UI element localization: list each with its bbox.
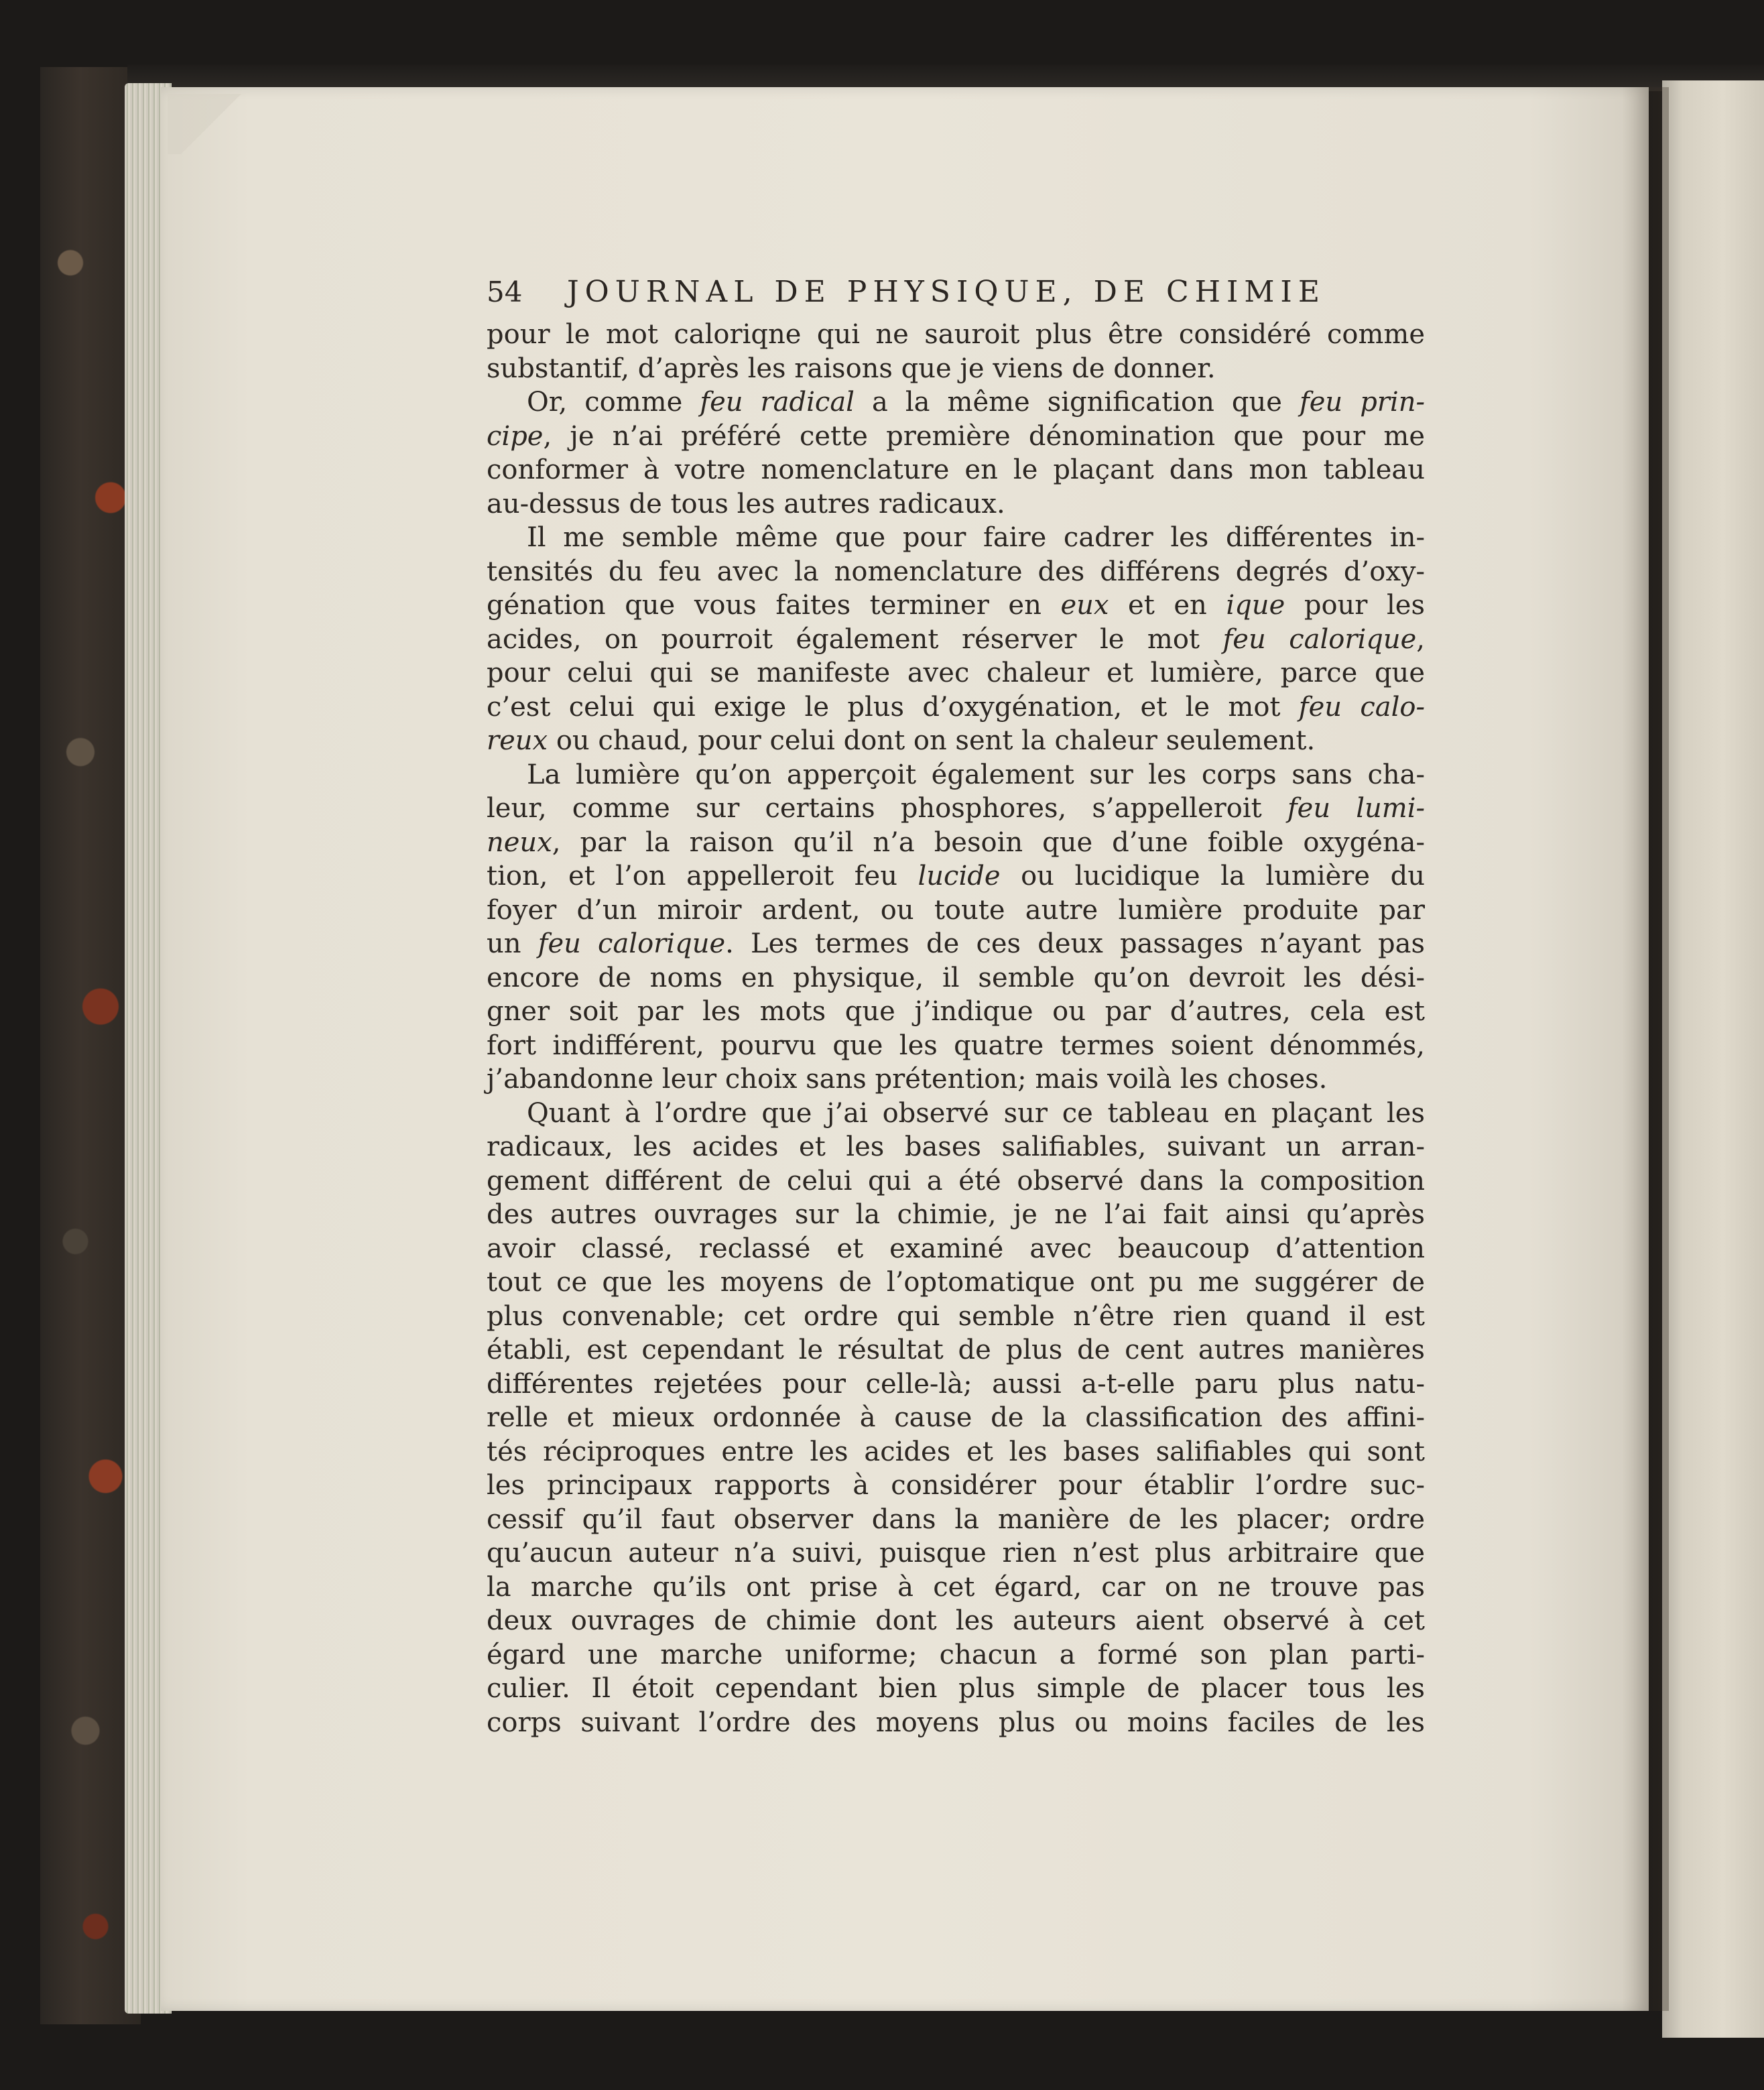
text-line xyxy=(487,1604,1425,1638)
text-line xyxy=(487,724,1425,758)
body-text xyxy=(487,318,1425,1739)
text-line xyxy=(487,1198,1425,1232)
text-segment: tion, et l’on appelleroit feu xyxy=(487,861,918,892)
text-segment: c’est celui qui exige le plus d’oxygénation, et le mot xyxy=(487,691,1299,723)
text-segment: leur, comme sur certains phosphores, s’appelleroit xyxy=(487,793,1287,824)
text-line xyxy=(487,1706,1425,1740)
text-segment: corps suivant l’ordre des moyens plus ou moins faciles de les xyxy=(487,1707,1425,1738)
text-line xyxy=(487,1164,1425,1198)
text-segment: substantif, d’après les raisons que je viens de donner. xyxy=(487,353,1216,384)
text-line xyxy=(487,859,1425,894)
text-line xyxy=(487,1333,1425,1367)
text-line xyxy=(487,623,1425,657)
text-segment: acides, on pourroit également réserver le mot xyxy=(487,623,1223,655)
text-line xyxy=(487,995,1425,1029)
text-segment: tensités du feu avec la nomenclature des différens degrés d’oxy- xyxy=(487,556,1425,587)
text-segment: radicaux, les acides et les bases salifiables, suivant un arran- xyxy=(487,1131,1425,1162)
italic-term: feu calorique xyxy=(1222,623,1417,655)
text-segment: j’abandonne leur choix sans prétention; mais voilà les choses. xyxy=(487,1064,1328,1095)
text-line xyxy=(487,1232,1425,1266)
text-segment: au-dessus de tous les autres radicaux. xyxy=(487,488,1005,519)
text-line xyxy=(487,961,1425,995)
text-line xyxy=(487,1672,1425,1706)
italic-term: feu lumi- xyxy=(1287,793,1426,824)
text-line xyxy=(487,1097,1425,1131)
text-segment: ou chaud, pour celui dont on sent la chaleur seulement. xyxy=(548,725,1316,756)
gutter-shadow xyxy=(1622,87,1669,2011)
text-segment: établi, est cependant le résultat de plus de cent autres manières xyxy=(487,1335,1425,1365)
text-block xyxy=(487,275,1425,1739)
italic-term: ique xyxy=(1226,590,1285,621)
text-segment: . Les termes de ces deux passages n’ayant pas xyxy=(725,928,1425,959)
text-line xyxy=(487,420,1425,454)
text-segment: , je n’ai préféré cette première dénomination que pour me xyxy=(543,420,1425,452)
text-segment: un xyxy=(487,928,538,959)
text-line xyxy=(487,792,1425,826)
italic-term: eux xyxy=(1060,590,1109,621)
text-segment: relle et mieux ordonnée à cause de la classification des affini- xyxy=(487,1402,1425,1433)
page-number: 54 xyxy=(487,275,523,308)
text-line xyxy=(487,589,1425,623)
text-line xyxy=(487,1638,1425,1672)
text-line xyxy=(487,487,1425,521)
text-line xyxy=(487,555,1425,589)
text-segment: tés réciproques entre les acides et les bases salifiables qui sont xyxy=(487,1436,1425,1467)
text-line xyxy=(487,453,1425,487)
text-segment: et en xyxy=(1109,590,1226,621)
folded-corner xyxy=(168,94,255,154)
text-line xyxy=(487,1536,1425,1571)
text-segment: foyer d’un miroir ardent, ou toute autre lumière produite par xyxy=(487,894,1425,926)
text-segment: fort indifférent, pourvu que les quatre termes soient dénommés, xyxy=(487,1030,1425,1061)
text-segment: ou lucidique la lumière du xyxy=(1000,861,1425,892)
text-line xyxy=(487,521,1425,555)
text-line xyxy=(487,1029,1425,1063)
italic-term: feu calorique xyxy=(538,928,726,959)
text-line xyxy=(487,352,1425,386)
text-segment: des autres ouvrages sur la chimie, je ne l’ai fait ainsi qu’après xyxy=(487,1199,1425,1230)
text-segment: , xyxy=(1416,623,1425,655)
text-segment: La lumière qu’on apperçoit également sur les corps sans cha- xyxy=(527,759,1425,790)
italic-term: feu prin- xyxy=(1299,387,1425,418)
text-segment: conformer à votre nomenclature en le plaçant dans mon tableau xyxy=(487,454,1425,485)
text-segment: qu’aucun auteur n’a suivi, puisque rien n’est plus arbitraire que xyxy=(487,1538,1425,1569)
text-line xyxy=(487,1571,1425,1605)
text-segment: cessif qu’il faut observer dans la manière de les placer; ordre xyxy=(487,1503,1425,1535)
text-line xyxy=(487,1503,1425,1537)
italic-term: lucide xyxy=(918,861,1001,892)
text-segment: pour le mot caloriqne qui ne sauroit plus être considéré comme xyxy=(487,319,1425,350)
text-segment: tout ce que les moyens de l’optomatique ont pu me suggérer de xyxy=(487,1267,1425,1298)
text-line xyxy=(487,1435,1425,1469)
text-segment: culier. Il étoit cependant bien plus simple de placer tous les xyxy=(487,1673,1425,1704)
text-line xyxy=(487,894,1425,928)
text-segment: Or, comme xyxy=(527,387,700,418)
text-line xyxy=(487,1130,1425,1164)
text-segment: pour les xyxy=(1285,590,1425,621)
text-line xyxy=(487,1300,1425,1334)
text-segment: a la même signification que xyxy=(854,387,1300,418)
text-line xyxy=(487,1266,1425,1300)
text-line xyxy=(487,1469,1425,1503)
text-line xyxy=(487,690,1425,725)
text-segment: la marche qu’ils ont prise à cet égard, car on ne trouve pas xyxy=(487,1571,1425,1603)
text-segment: Quant à l’ordre que j’ai observé sur ce tableau en plaçant les xyxy=(527,1097,1425,1129)
text-segment: gner soit par les mots que j’indique ou par d’autres, cela est xyxy=(487,996,1425,1027)
text-line xyxy=(487,385,1425,420)
italic-term: reux xyxy=(487,725,548,756)
text-segment: deux ouvrages de chimie dont les auteurs aient observé à cet xyxy=(487,1605,1425,1636)
running-header xyxy=(487,275,1425,316)
text-segment: plus convenable; cet ordre qui semble n’être rien quand il est xyxy=(487,1300,1425,1332)
text-segment: pour celui qui se manifeste avec chaleur et lumière, parce que xyxy=(487,658,1425,688)
text-segment: avoir classé, reclassé et examiné avec beaucoup d’attention xyxy=(487,1233,1425,1264)
text-line xyxy=(487,826,1425,860)
italic-term: feu radical xyxy=(700,387,855,418)
text-segment: encore de noms en physique, il semble qu’on devroit les dési- xyxy=(487,962,1425,993)
text-line xyxy=(487,758,1425,792)
text-segment: , par la raison qu’il n’a besoin que d’une foible oxygéna- xyxy=(552,826,1425,858)
text-line xyxy=(487,1062,1425,1097)
text-line xyxy=(487,318,1425,352)
italic-term: cipe xyxy=(487,420,544,452)
text-segment: Il me semble même que pour faire cadrer les différentes in- xyxy=(527,522,1425,553)
text-line xyxy=(487,656,1425,690)
text-line xyxy=(487,1367,1425,1402)
running-head-title: JOURNAL DE PHYSIQUE, DE CHIMIE xyxy=(567,275,1326,309)
text-segment: les principaux rapports à considérer pour établir l’ordre suc- xyxy=(487,1470,1425,1501)
text-segment: égard une marche uniforme; chacun a formé son plan parti- xyxy=(487,1639,1425,1670)
text-line xyxy=(487,927,1425,961)
text-segment: gement différent de celui qui a été observé dans la composition xyxy=(487,1165,1425,1196)
italic-term: feu calo- xyxy=(1298,691,1425,723)
italic-term: neux xyxy=(487,826,552,858)
facing-page-edge xyxy=(1662,80,1764,2038)
text-segment: différentes rejetées pour celle-là; aussi a-t-elle paru plus natu- xyxy=(487,1368,1425,1400)
text-line xyxy=(487,1401,1425,1435)
text-segment: génation que vous faites terminer en xyxy=(487,590,1061,621)
